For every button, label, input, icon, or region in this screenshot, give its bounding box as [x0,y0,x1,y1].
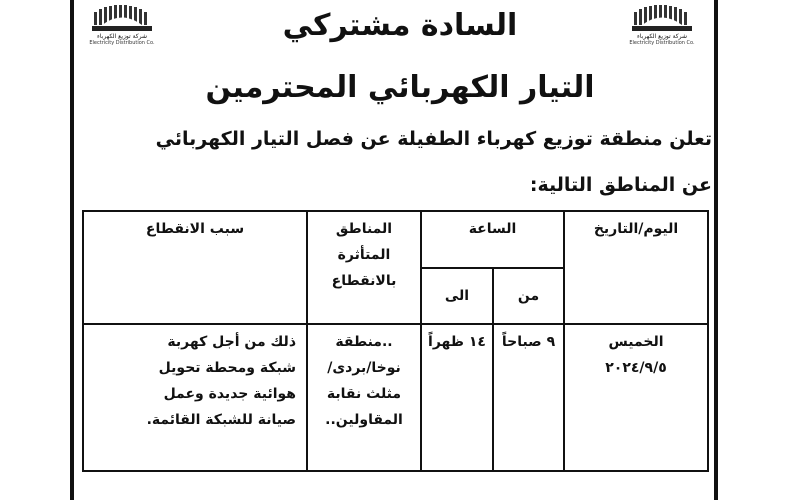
header-affected-areas: المناطق المتأثرة بالانقطاع [307,211,421,324]
cell-from: ٩ صباحاً [493,324,564,471]
header-reason: سبب الانقطاع [83,211,307,324]
header-to: الى [421,268,493,325]
logo-caption-en: Electricity Distribution Co. [629,40,695,46]
cell-day-date: الخميس ٢٠٢٤/٩/٥ [564,324,708,471]
table-row [83,324,708,471]
cell-to: ١٤ ظهراً [421,324,493,471]
outage-table [82,210,709,472]
logo-caption-ar: شركة توزيع الكهرباء [637,33,687,40]
logo-caption-en: Electricity Distribution Co. [89,40,155,46]
cell-reason: ذلك من أجل كهربة شبكة ومحطة تحويل هوائية جديدة وعمل صيانة للشبكة القائمة. [83,324,307,471]
header-hours: الساعة [421,211,564,268]
areas-lead-in: عن المناطق التالية: [529,174,712,196]
logo-caption-ar: شركة توزيع الكهرباء [97,33,147,40]
table-header-row [83,211,708,268]
announcement-text: تعلن منطقة توزيع كهرباء الطفيلة عن فصل التيار الكهربائي [155,128,712,150]
header-from: من [493,268,564,325]
header-day-date: اليوم/التاريخ [564,211,708,324]
title-line-1: السادة مشتركي [282,8,518,43]
cell-affected-areas: ..منطقة نوخا/بردى/ مثلث نقابة المقاولين.. [307,324,421,471]
title-line-2: التيار الكهربائي المحترمين [205,70,595,105]
